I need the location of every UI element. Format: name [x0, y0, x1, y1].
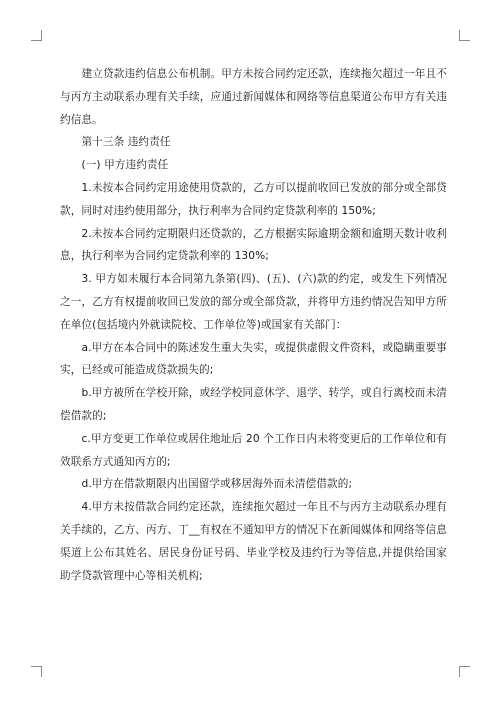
article-13-heading: 第十三条 违约责任	[81, 136, 171, 149]
crop-mark-top-left	[31, 30, 42, 41]
clause-3-early-recall: 3. 甲方如未履行本合同第九条第(四)、(五)、(六)款的约定，或发生下列情况之一，乙方有权提前收回已发放的部分或全部贷款，并将甲方违约情况告知甲方所在单位(包括境内外就读院校、工作单位等)或国家有关部门：	[60, 273, 447, 331]
clause-3b-expulsion-or-leave: b.甲方被所在学校开除，或经学校同意休学、退学、转学，或自行离校而未清偿借款的;	[60, 387, 447, 422]
clause-2-overdue-repayment: 2.未按本合同约定期限归还贷款的，乙方根据实际逾期金额和逾期天数计收利息，执行利率为合同约定贷款利率的 130%;	[60, 227, 447, 263]
crop-mark-top-right	[459, 30, 470, 41]
paragraph-disclosure-mechanism: 建立贷款违约信息公布机制。甲方未按合同约定还款，连续拖欠超过一年且不与丙方主动联系办理有关手续，应通过新闻媒体和网络等信息渠道公布甲方有关违约信息。	[60, 68, 447, 126]
clause-3c-contact-change: c.甲方变更工作单位或居住地址后 20 个工作日内未将变更后的工作单位和有效联系方式通知丙方的;	[60, 432, 447, 468]
clause-4-public-disclosure: 4.甲方未按借款合同约定还款，连续拖欠超过一年且不与丙方主动联系办理有关手续的，乙方、丙方、丁__有权在不通知甲方的情况下在新闻媒体和网络等信息渠道上公布其姓名、居民身份证号码、毕业学校及违约行为等信息,并提供给国家助学贷款管理中心等相关机构;	[60, 501, 447, 582]
clause-1-misuse-of-loan: 1.未按本合同约定用途使用贷款的，乙方可以提前收回已发放的部分或全部贷款，同时对违约使用部分，执行利率为合同约定贷款利率的 150%;	[60, 181, 447, 217]
clause-3d-emigration: d.甲方在借款期限内出国留学或移居海外而未清偿借款的;	[81, 478, 353, 491]
clause-3a-misrepresentation: a.甲方在本合同中的陈述发生重大失实，或提供虚假文件资料，或隐瞒重要事实，已经或可能造成贷款损失的;	[60, 341, 447, 377]
section-party-a-liability-heading: (一) 甲方违约责任	[81, 159, 169, 172]
crop-mark-bottom-right	[459, 666, 470, 677]
document-body	[60, 63, 447, 587]
crop-mark-bottom-left	[31, 666, 42, 677]
